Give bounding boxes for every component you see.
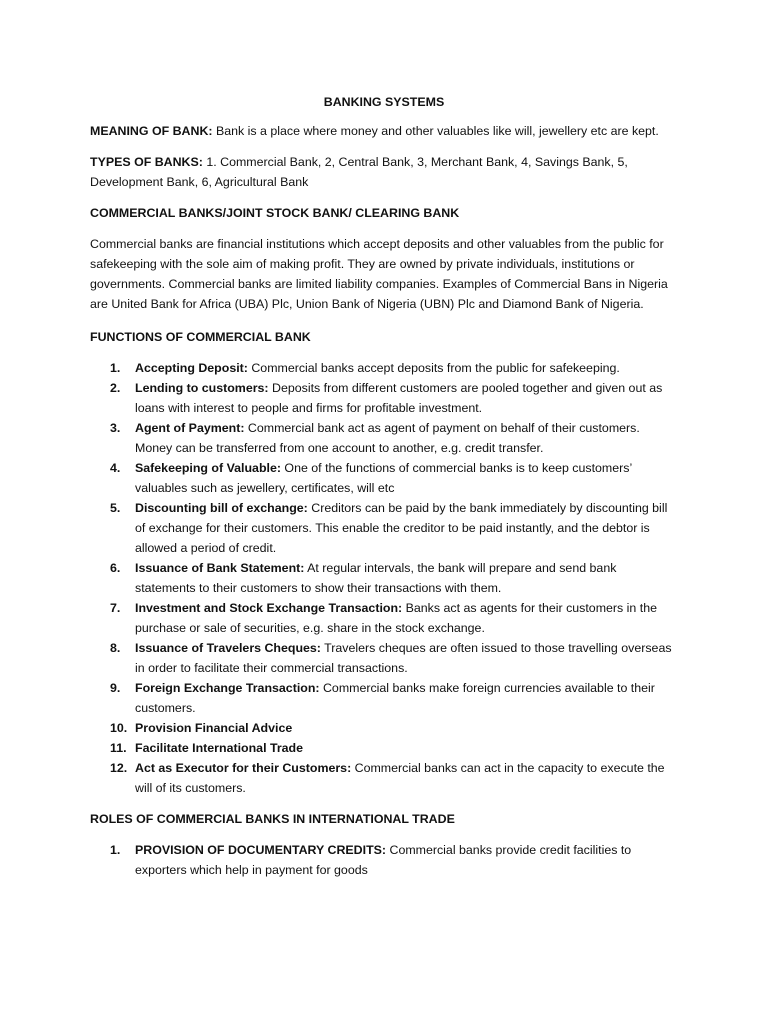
document-title: BANKING SYSTEMS xyxy=(323,95,445,109)
list-item: 5. Discounting bill of exchange: Creditors can be paid by the bank immediately by discounting bill of exchange for their customers. This enable the creditor to be paid instantly, and the debtor is allowed a period of credit. xyxy=(110,501,668,555)
list-item: 1. Accepting Deposit: Commercial banks accept deposits from the public for safekeeping. xyxy=(110,361,620,375)
meaning-label: MEANING OF BANK: xyxy=(90,124,213,138)
list-item: 7. Investment and Stock Exchange Transaction: Banks act as agents for their customers in the purchase or sale of securities, e.g. share in the stock exchange. xyxy=(110,601,657,635)
list-item: 8. Issuance of Travelers Cheques: Travelers cheques are often issued to those travelling overseas in order to facilitate their commercial transactions. xyxy=(110,641,672,675)
types-label: TYPES OF BANKS: xyxy=(90,155,203,169)
list-item: 9. Foreign Exchange Transaction: Commercial banks make foreign currencies available to their customers. xyxy=(110,681,655,715)
functions-heading: FUNCTIONS OF COMMERCIAL BANK xyxy=(90,330,311,344)
types-of-banks xyxy=(90,152,678,192)
meaning-text: Bank is a place where money and other valuables like will, jewellery etc are kept. xyxy=(212,124,659,138)
functions-list xyxy=(90,358,678,798)
list-item: 6. Issuance of Bank Statement: At regular intervals, the bank will prepare and send bank statements to their customers to show their transactions with them. xyxy=(110,561,617,595)
types-text: 1. Commercial Bank, 2, Central Bank, 3, Merchant Bank, 4, Savings Bank, 5, Development Bank, 6, Agricultural Bank xyxy=(90,155,628,189)
list-item: 11. Facilitate International Trade xyxy=(110,741,304,755)
list-item: 4. Safekeeping of Valuable: One of the functions of commercial banks is to keep customers’ valuables such as jewellery, certificates, will etc xyxy=(110,461,632,495)
list-item: 1. PROVISION OF DOCUMENTARY CREDITS: Commercial banks provide credit facilities to exporters which help in payment for goods xyxy=(110,843,632,877)
commercial-banks-heading: COMMERCIAL BANKS/JOINT STOCK BANK/ CLEARING BANK xyxy=(90,206,460,220)
roles-heading: ROLES OF COMMERCIAL BANKS IN INTERNATIONAL TRADE xyxy=(90,812,455,826)
commercial-banks-paragraph: Commercial banks are financial institutions which accept deposits and other valuables from the public for safekeeping with the sole aim of making profit. They are owned by private individuals, institutions or governments. Commercial banks are limited liability companies. Examples of Commercial Bans in Nigeria are United Bank for Africa (UBA) Plc, Union Bank of Nigeria (UBN) Plc and Diamond Bank of Nigeria. xyxy=(90,237,668,311)
list-item: 2. Lending to customers: Deposits from different customers are pooled together and given out as loans with interest to people and firms for profitable investment. xyxy=(110,381,663,415)
meaning-of-bank xyxy=(90,121,678,141)
list-item: 10. Provision Financial Advice xyxy=(110,721,293,735)
roles-list xyxy=(90,840,678,880)
list-item: 3. Agent of Payment: Commercial bank act as agent of payment on behalf of their customers. Money can be transferred from one account to another, e.g. credit transfer. xyxy=(110,421,640,455)
list-item: 12. Act as Executor for their Customers: Commercial banks can act in the capacity to execute the will of its customers. xyxy=(110,761,665,795)
